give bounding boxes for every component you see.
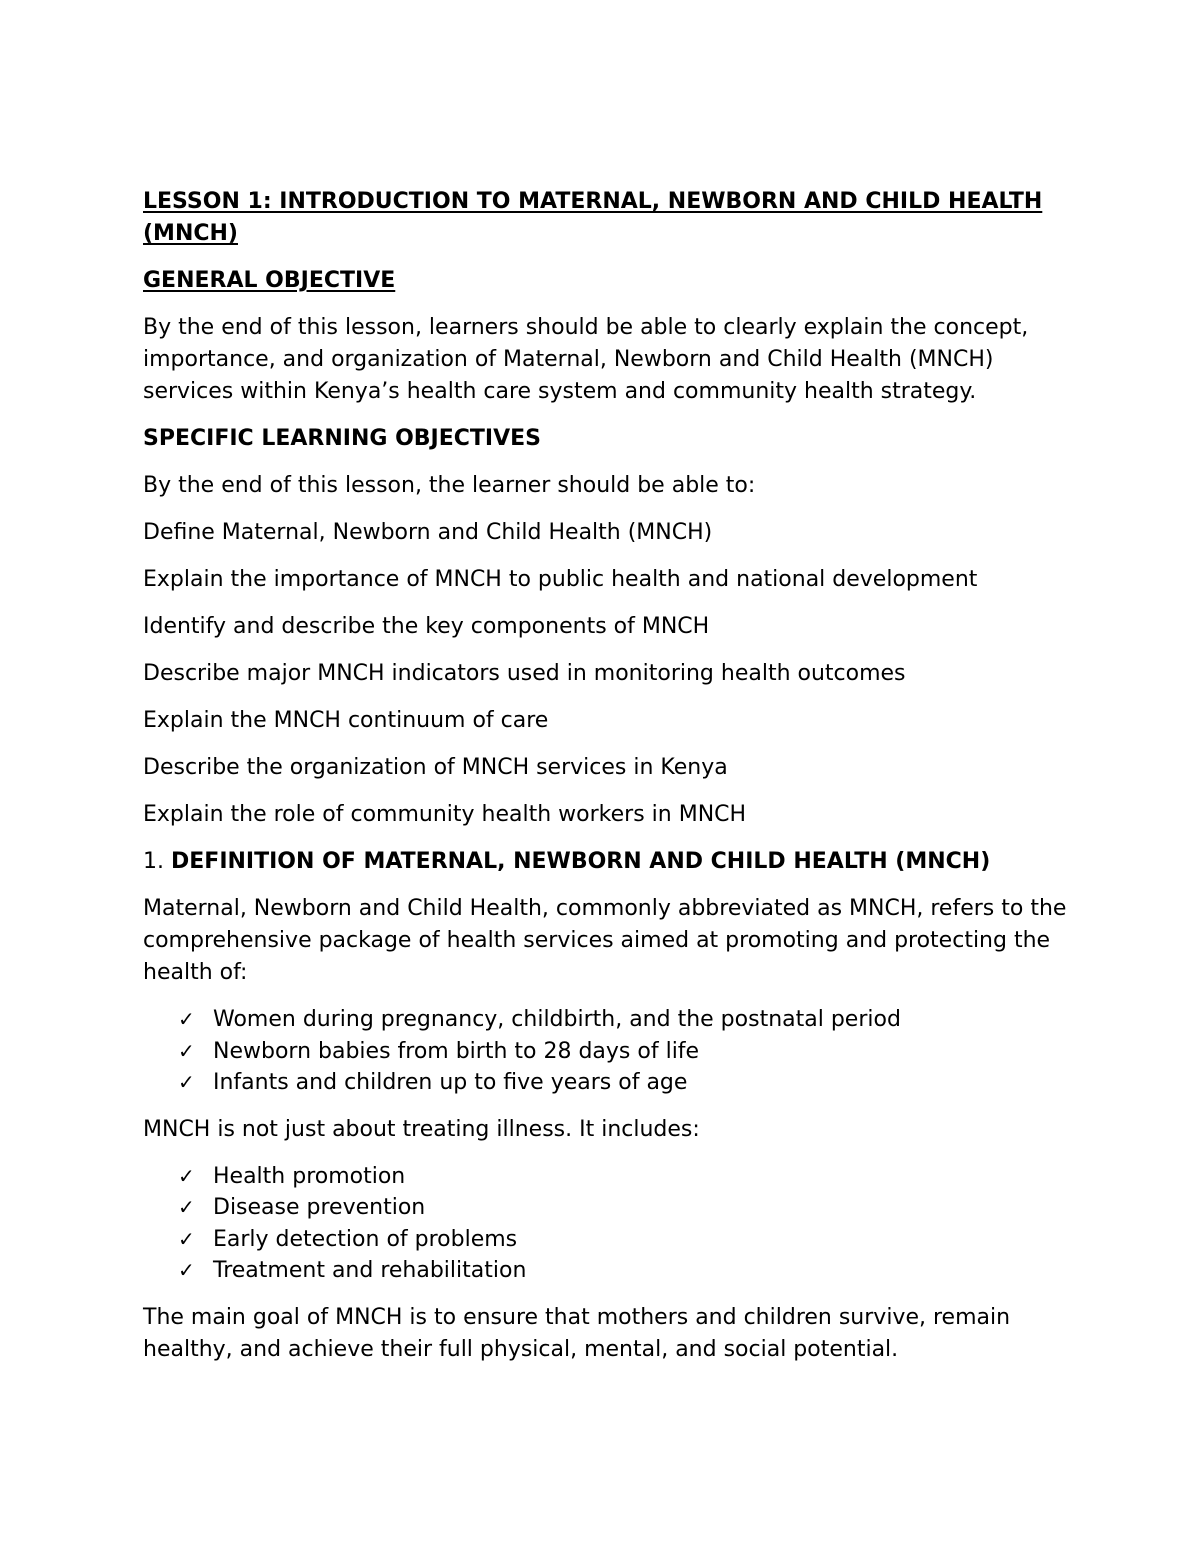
- checkmark-icon: ✓: [178, 1258, 195, 1282]
- includes-list: [143, 1161, 1073, 1287]
- lesson-title: LESSON 1: INTRODUCTION TO MATERNAL, NEWBORN AND CHILD HEALTH (MNCH): [143, 189, 1043, 246]
- section-1-title: DEFINITION OF MATERNAL, NEWBORN AND CHILD HEALTH (MNCH): [171, 849, 991, 874]
- checkmark-icon: ✓: [178, 1038, 195, 1063]
- objective-item: Explain the role of community health workers in MNCH: [143, 802, 747, 827]
- objective-item: Describe major MNCH indicators used in monitoring health outcomes: [143, 661, 906, 686]
- list-item: [143, 1004, 1073, 1036]
- list-item-text: Infants and children up to five years of age: [213, 1070, 688, 1095]
- list-item: [143, 1192, 1073, 1224]
- list-item-text: Health promotion: [213, 1163, 406, 1189]
- checkmark-icon: ✓: [178, 1070, 195, 1094]
- target-groups-list: [143, 1004, 1073, 1099]
- list-item: [143, 1255, 1073, 1287]
- objective-item: Explain the MNCH continuum of care: [143, 708, 549, 733]
- list-item: [143, 1036, 1073, 1068]
- list-item-text: Early detection of problems: [213, 1226, 518, 1252]
- list-item: [143, 1224, 1073, 1256]
- list-item-text: Treatment and rehabilitation: [213, 1258, 527, 1283]
- list-item-text: Disease prevention: [213, 1195, 426, 1220]
- checkmark-icon: ✓: [178, 1195, 195, 1219]
- checkmark-icon: ✓: [178, 1226, 195, 1251]
- objective-item: Explain the importance of MNCH to public health and national development: [143, 567, 978, 592]
- objective-item: Describe the organization of MNCH services in Kenya: [143, 755, 728, 780]
- objective-item: Define Maternal, Newborn and Child Health (MNCH): [143, 520, 713, 545]
- general-objective-heading: GENERAL OBJECTIVE: [143, 268, 396, 293]
- section-1-heading: [143, 846, 1073, 878]
- list-item-text: Women during pregnancy, childbirth, and the postnatal period: [213, 1007, 901, 1032]
- document-page: [143, 186, 1073, 1381]
- goal-paragraph: The main goal of MNCH is to ensure that mothers and children survive, remain healthy, and achieve their full physical, mental, and social potential.: [143, 1304, 1011, 1362]
- checkmark-icon: ✓: [178, 1007, 195, 1031]
- objective-item: Identify and describe the key components of MNCH: [143, 614, 710, 639]
- list-item: [143, 1161, 1073, 1193]
- list-item: [143, 1067, 1073, 1099]
- checkmark-icon: ✓: [178, 1163, 195, 1188]
- includes-intro: MNCH is not just about treating illness. It includes:: [143, 1116, 700, 1142]
- list-item-text: Newborn babies from birth to 28 days of life: [213, 1038, 700, 1064]
- specific-objectives-intro: By the end of this lesson, the learner should be able to:: [143, 473, 756, 498]
- general-objective-text: By the end of this lesson, learners should be able to clearly explain the concept, importance, and organization of Maternal, Newborn and Child Health (MNCH) services within Kenya’s health care system and community health strategy.: [143, 315, 1029, 404]
- section-1-number: 1.: [143, 849, 164, 874]
- specific-objectives-heading: SPECIFIC LEARNING OBJECTIVES: [143, 426, 542, 451]
- section-1-paragraph: Maternal, Newborn and Child Health, commonly abbreviated as MNCH, refers to the comprehensive package of health services aimed at promoting and protecting the health of:: [143, 896, 1067, 985]
